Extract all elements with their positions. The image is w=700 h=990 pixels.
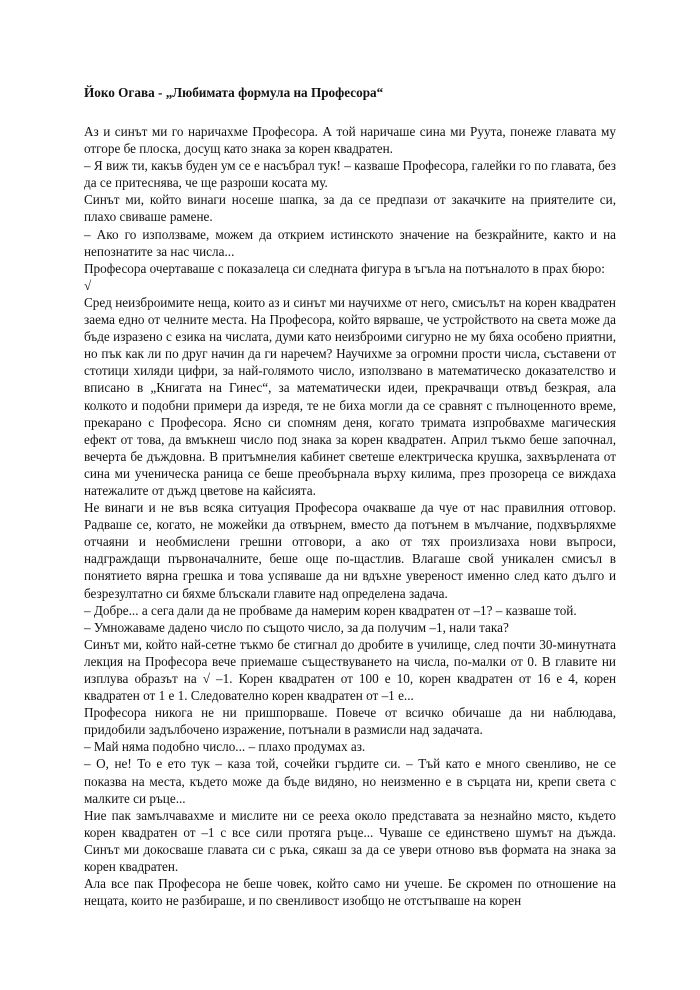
paragraph: – Я виж ти, какъв буден ум се е насъбрал тук! – казваше Професора, галейки го по главата, без да се притеснява, че ще разроши косата му. bbox=[84, 158, 616, 191]
paragraph: Синът ми, който винаги носеше шапка, за да се предпази от закачките на приятелите си, плахо свиваше рамене. bbox=[84, 192, 616, 225]
paragraph: Сред неизброимите неща, които аз и синът ми научихме от него, смисълът на корен квадратен заема едно от челните места. На Професора, който вярваше, че устройството на света може да бъде изразено с езика на числата, думи като неизброими сигурно не му бяха особено приятни, но пък как ли по друг начин да ги наречем? Научихме за огромни прости числа, съставени от стотици хиляди цифри, за най-голямото число, използвано в математическо доказателство и вписано в „Книгата на Гинес“, за математически идеи, прекрачващи отвъд безкрая, ала колкото и подобни примери да изредя, те не биха могли да се сравнят с пълноценното време, прекарано с Професора. Ясно си спомням деня, когато тримата изпробвахме магическия ефект от това, да вмъкнеш число под знака за корен квадратен. Април тъкмо беше започнал, вечерта бе дъждовна. В притъмнелия кабинет светеше електрическа крушка, захвърлената от сина ми ученическа раница се беше преобърнала върху килима, през прозореца се виждаха натежалите от дъжд цветове на кайсията. bbox=[84, 294, 616, 498]
paragraph: Професора очертаваше с показалеца си следната фигура в ъгъла на потъналото в прах бюро: bbox=[84, 260, 605, 276]
square-root-symbol: √ bbox=[84, 277, 92, 293]
paragraph: – Умножаваме дадено число по същото число, за да получим –1, нали така? bbox=[84, 619, 509, 635]
paragraph: – Добре... а сега дали да не пробваме да намерим корен квадратен от –1? – казваше той. bbox=[84, 602, 577, 618]
paragraph: Професора никога не ни пришпорваше. Повече от всичко обичаше да ни наблюдава, придобили задълбочено изражение, потънали в размисли над задачата. bbox=[84, 705, 616, 738]
paragraph: – Май няма подобно число... – плахо продумах аз. bbox=[84, 739, 366, 755]
paragraph: Не винаги и не във всяка ситуация Професора очакваше да чуе от нас правилния отговор. Радваше се, когато, не можейки да отвърнем, вместо да потънем в мълчание, подхвърляхме отчаяни и необмислени грешни отговори, а ако от тях произлизаха нови въпроси, надграждащи първоначалните, беше още по-щастлив. Влагаше свой уникален смисъл в понятието вярна грешка и това успяваше да ни вдъхне увереност именно след като дълго и безрезултатно си бяхме блъскали главите над определена задача. bbox=[84, 500, 616, 601]
document-body bbox=[84, 123, 616, 909]
paragraph: Ала все пак Професора не беше човек, който само ни учеше. Бе скромен по отношение на нещата, които не разбираше, и по свенливост изобщо не отстъпваше на корен bbox=[84, 876, 616, 909]
paragraph: Ние пак замълчавахме и мислите ни се рееха около представата за незнайно място, където корен квадратен от –1 с все сили протяга ръце... Чуваше се единствено шумът на дъжда. Синът ми докосваше главата си с ръка, сякаш за да се увери отново във формата на знака за корен квадратен. bbox=[84, 807, 616, 875]
paragraph: Аз и синът ми го наричахме Професора. А той наричаше сина ми Руута, понеже главата му отгоре бе плоска, досущ като знака за корен квадратен. bbox=[84, 124, 616, 157]
paragraph: – О, не! То е ето тук – каза той, сочейки гърдите си. – Тъй като е много свенливо, не се показва на места, където може да бъде видяно, но неизменно е в сърцата ни, крепи света с малките си ръце... bbox=[84, 756, 616, 806]
document-title: Йоко Огава - „Любимата формула на Професора“ bbox=[84, 85, 384, 100]
paragraph: – Ако го използваме, можем да открием истинското значение на безкрайните, както и на непознатите за нас числа... bbox=[84, 226, 616, 259]
paragraph: Синът ми, който най-сетне тъкмо бе стигнал до дробите в училище, след почти 30-минутната лекция на Професора вече приемаше съществуването на числа, по-малки от 0. В главите ни изплува образът на √ –1. Корен квадратен от 100 е 10, корен квадратен от 16 е 4, корен квадратен от 1 е 1. Следователно корен квадратен от –1 е... bbox=[84, 636, 616, 704]
